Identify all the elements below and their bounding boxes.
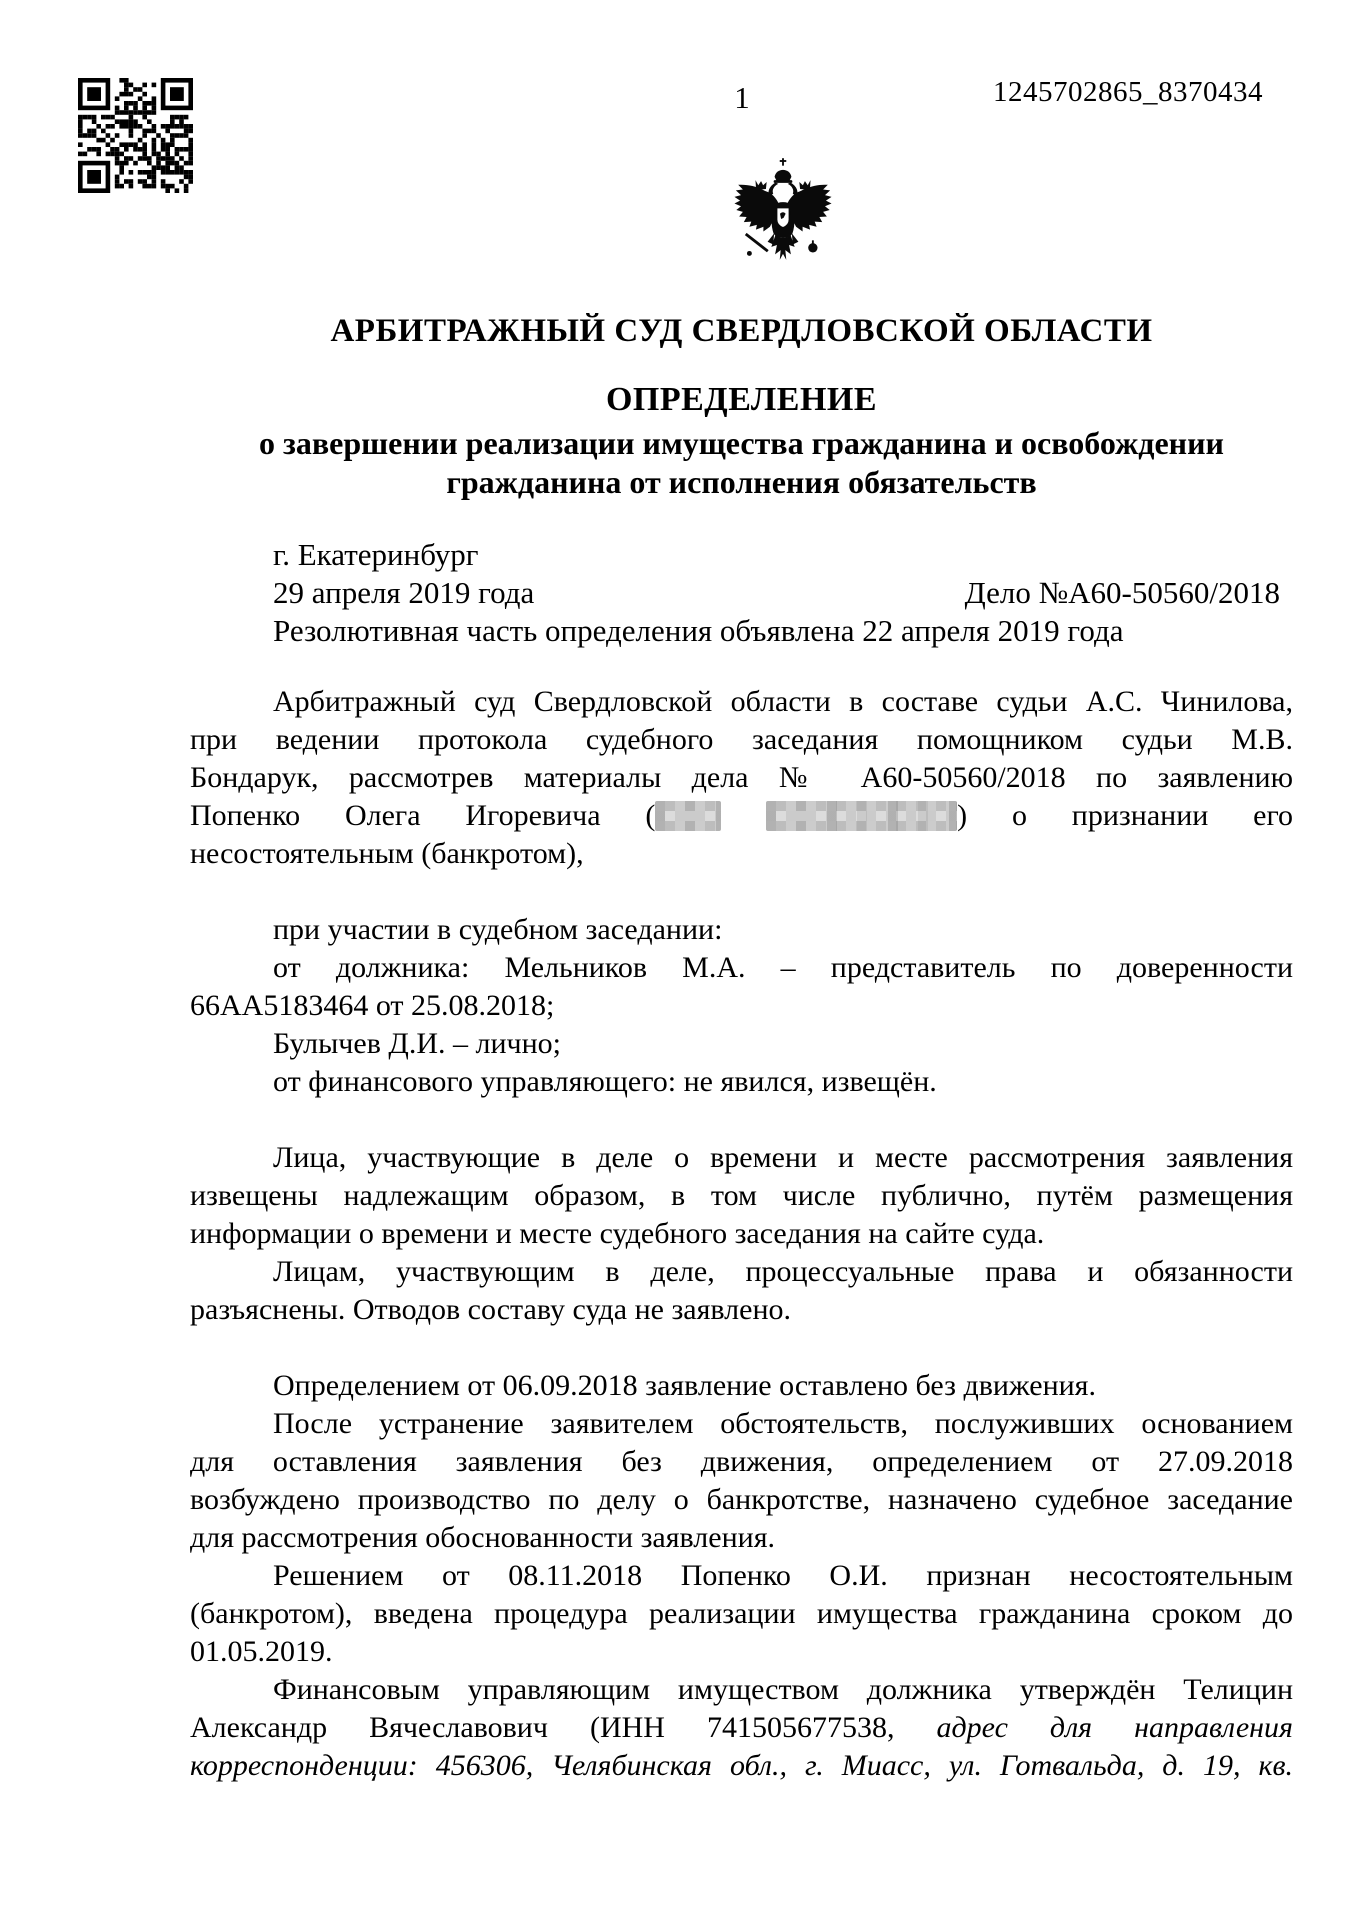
- text-line: После устранение заявителем обстоятельств, послуживших основанием: [273, 1407, 1293, 1440]
- text-line: Александр Вячеславович (ИНН 741505677538, адрес для направления: [190, 1711, 1293, 1744]
- redacted-personal-data: [766, 801, 957, 831]
- paragraph: [190, 1405, 1293, 1557]
- text-line: Попенко Олега Игоревича ( ) о признании его: [190, 799, 1294, 832]
- document-type-title: ОПРЕДЕЛЕНИЕ: [605, 381, 878, 418]
- text-line: для оставления заявления без движения, определением от 27.09.2018: [190, 1445, 1293, 1478]
- case-meta-block: [190, 536, 1293, 650]
- redacted-personal-data: [655, 801, 721, 831]
- paragraph: [190, 1557, 1293, 1671]
- text-line: Финансовым управляющим имуществом должника утверждён Телицин: [273, 1673, 1293, 1706]
- page-number: 1: [734, 80, 750, 115]
- case-number: Дело №А60-50560/2018: [964, 575, 1280, 610]
- document-subtitle: [190, 424, 1293, 502]
- paragraph: [190, 911, 1293, 949]
- text-line: корреспонденции: 456306, Челябинская обл., г. Миасс, ул. Готвальда, д. 19, кв.: [190, 1749, 1293, 1782]
- text-line: от финансового управляющего: не явился, извещён.: [273, 1065, 937, 1098]
- paragraph: [190, 949, 1293, 1025]
- text-line: (банкротом), введена процедура реализации имущества гражданина сроком до: [190, 1597, 1293, 1630]
- coat-of-arms-icon: [727, 155, 839, 279]
- text-line: при ведении протокола судебного заседания помощником судьи М.В.: [190, 723, 1293, 756]
- text-line: 66АА5183464 от 25.08.2018;: [190, 989, 555, 1022]
- document-subtitle-line: гражданина от исполнения обязательств: [446, 464, 1037, 500]
- qr-code: [78, 78, 193, 193]
- decision-date: 29 апреля 2019 года: [273, 575, 535, 610]
- text-line: Булычев Д.И. – лично;: [273, 1027, 561, 1060]
- paragraph-gap: [190, 873, 1293, 911]
- text-line: несостоятельным (банкротом),: [190, 837, 584, 870]
- paragraph: [190, 1139, 1293, 1253]
- paragraph: [190, 1025, 1293, 1063]
- text-line: Определением от 06.09.2018 заявление оставлено без движения.: [273, 1369, 1096, 1402]
- document-body: [190, 683, 1293, 1785]
- document-subtitle-line: о завершении реализации имущества гражданина и освобождении: [259, 425, 1224, 461]
- text-line: для рассмотрения обоснованности заявления.: [190, 1521, 775, 1554]
- paragraph: [190, 1671, 1293, 1785]
- paragraph: [190, 683, 1293, 873]
- text-line: информации о времени и месте судебного заседания на сайте суда.: [190, 1217, 1045, 1250]
- text-line: от должника: Мельников М.А. – представитель по доверенности: [273, 951, 1293, 984]
- paragraph: [190, 1253, 1293, 1329]
- text-line: возбуждено производство по делу о банкротстве, назначено судебное заседание: [190, 1483, 1293, 1516]
- city-line: г. Екатеринбург: [273, 537, 479, 572]
- paragraph-gap: [190, 1101, 1293, 1139]
- text-line: извещены надлежащим образом, в том числе публично, путём размещения: [190, 1179, 1293, 1212]
- text-line: Бондарук, рассмотрев материалы дела № А60-50560/2018 по заявлению: [190, 761, 1293, 794]
- text-line: разъяснены. Отводов составу суда не заявлено.: [190, 1293, 792, 1326]
- text-line: Арбитражный суд Свердловской области в составе судьи А.С. Чинилова,: [273, 685, 1293, 718]
- text-line: Решением от 08.11.2018 Попенко О.И. признан несостоятельным: [273, 1559, 1293, 1592]
- paragraph: [190, 1063, 1293, 1101]
- text-line: при участии в судебном заседании:: [273, 913, 723, 946]
- document-id: 1245702865_8370434: [993, 76, 1263, 108]
- court-name-title: АРБИТРАЖНЫЙ СУД СВЕРДЛОВСКОЙ ОБЛАСТИ: [330, 313, 1153, 349]
- text-line: Лицам, участвующим в деле, процессуальные права и обязанности: [273, 1255, 1293, 1288]
- text-line: 01.05.2019.: [190, 1635, 333, 1668]
- paragraph: [190, 1367, 1293, 1405]
- date-case-line: [190, 574, 1293, 612]
- resolution-announcement-line: Резолютивная часть определения объявлена 22 апреля 2019 года: [273, 613, 1124, 648]
- paragraph-gap: [190, 1329, 1293, 1367]
- text-line: Лица, участвующие в деле о времени и месте рассмотрения заявления: [273, 1141, 1293, 1174]
